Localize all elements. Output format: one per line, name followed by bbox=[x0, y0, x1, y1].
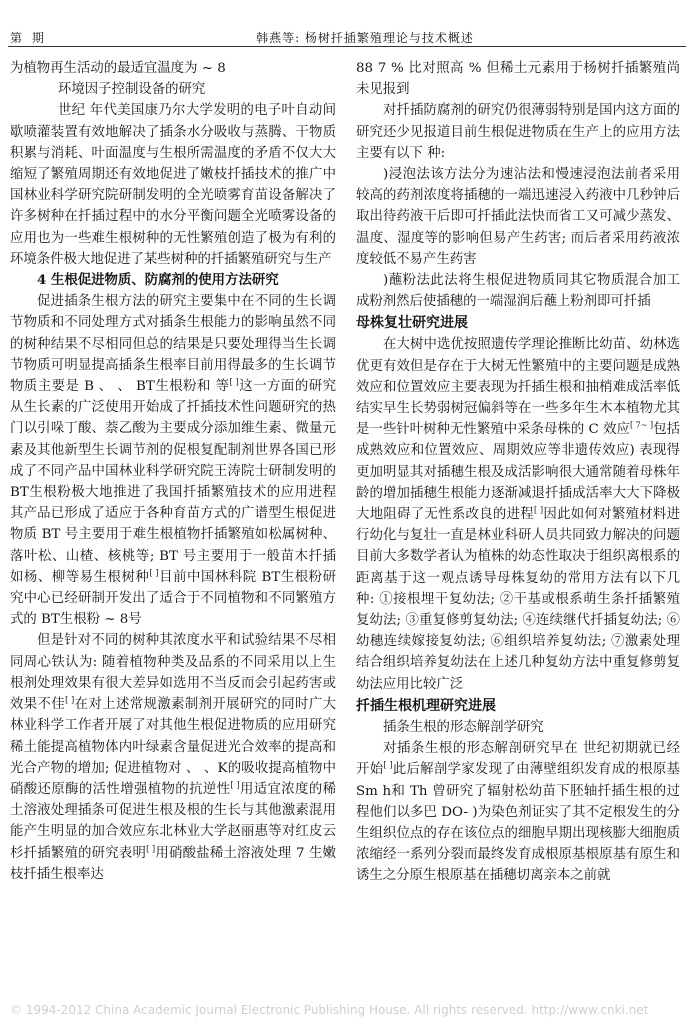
citation: [ ] bbox=[65, 695, 75, 705]
text-span: 对插条生根的形态解剖研究早在 世纪初期就已经开始 bbox=[356, 741, 680, 778]
text-span: 但是针对不同的树种其浓度水平和试验结果不尽相同周心铁认为: 随着植物种类及品系的不同采用以上生根剂处理效果有很大差异如选用不当反而会引起药害或效果不佳 bbox=[10, 633, 336, 713]
text-span: 此后解剖学家发现了由薄壁组织发育成的根原基 Sm h和 Th 曾研究了辐射松幼苗下胚轴扦插生根的过程他们以多巴 DO- )为染色剂证实了其不定根发生的分生组织位点的存在该位点的细胞早期出现核膨大细胞质浓缩经一系列分裂而最终发育成根原基根原基有原生和诱生之分原生根原基在插穗切离亲本之前就 bbox=[356, 762, 681, 884]
section-heading-env: 环境因子控制设备的研究 bbox=[58, 82, 206, 98]
paragraph: 世纪 年代美国康乃尔大学发明的电子叶自动间歇喷灌装置有效地解决了插条水分吸收与蒸腾、干物质积累与消耗、叶面温度与生根所需温度的矛盾不仅大大缩短了繁殖周期还有效地促进了嫩枝扦插技术的推广中国林业科学研究院研制发明的全光喷雾育苗设备解决了许多树种在扦插过程中的水分平衡问题全光喷雾设备的应用也为一些难生根树种的无性繁殖创造了极为有利的环境条件极大地促进了某些树种的扦插繁殖研究与生产 bbox=[10, 103, 336, 267]
text-span: 促进插条生根方法的研究主要集中在不同的生长调节物质和不同处理方式对插条生根能力的影响虽然不同的树种结果不尽相同但总的结果是只要处理得当生长调节物质可明显提高插条生根率目前用得最多的生长调节物质主要是 B 、 、 BT生根粉和 等 bbox=[10, 294, 336, 395]
paragraph bbox=[10, 630, 336, 884]
paragraph: 88 7 % 比对照高 % 但稀土元素用于杨树扦插繁殖尚未见报到 bbox=[356, 61, 680, 98]
text-span: 在大树中选优按照遗传学理论推断比幼苗、幼林选优更有效但是存在于大树无性繁殖中的主要问题是成熟效应和位置效应主要表现为扦插生根和抽梢难成活率低结实早生长势弱树冠偏斜等在一些多年生木本植物尤其是一些针叶树种无性繁殖中采条母株的 C 效应 bbox=[356, 337, 680, 438]
text-span: 包括成熟效应和位置效应、周期效应等非遗传效应) 表现得更加明显其对插穗生根及成活影响很大通常随着母株年龄的增加插穗生根能力逐渐减退扦插成活率大大下降极大地阻碍了无性系改良的进程 bbox=[356, 422, 681, 523]
paragraph: )浸泡法该方法分为速沾法和慢速浸泡法前者采用较高的药剂浓度将插穗的一端迅速浸入药液中几秒钟后取出待药液干后即可扦插此法快而省工又可减少蒸发、温度、湿度等的影响但易产生药害; 而后者采用药液浓度较低不易产生药害 bbox=[356, 167, 680, 267]
text-span: 目前中国林科院 BT生根粉研究中心已经研制开发出了适合于不同植物和不同繁殖方式的 BT生根粉 ~ 8号 bbox=[10, 569, 336, 628]
citation: [ ] bbox=[149, 568, 159, 578]
paragraph bbox=[356, 738, 680, 886]
text-span: 用适宜浓度的稀土溶液处理插条可促进生根及根的生长与其他激素混用能产生明显的加合效应东北林业大学赵丽惠等对红皮云杉扦插繁殖的研究表明 bbox=[10, 781, 337, 861]
subsection-heading-anatomy: 插条生根的形态解剖学研究 bbox=[383, 719, 544, 735]
citation: [ ] bbox=[383, 760, 393, 770]
citation: [ ] bbox=[229, 377, 239, 387]
left-column bbox=[10, 58, 336, 885]
paragraph bbox=[356, 334, 680, 694]
running-title: 韩燕等: 杨树扦插繁殖理论与技术概述 bbox=[256, 31, 474, 45]
text-span: 这一方面的研究从生长素的广泛使用开始成了扦插技术性问题研究的热门以引哚丁酸、萘乙酸为主要成分添加维生素、微量元素及其他新型生长调节剂的促根复配制剂世界各国已形成了不同产品中国林业科学研究院王涛院士研制发明的 BT生根粉极大地推进了我国扦插繁殖技术的应用进程其产品已形成了适应于各种育苗方式的广谱型生根促进物质 BT 号主要用于难生根植物扦插繁殖如松属树种、落叶松、山楂、核桃等; BT 号主要用于一般苗木扦插如杨、柳等易生根树种 bbox=[10, 379, 336, 585]
text-span: 用硝酸盐稀土溶液处理 7 生嫩枝扦插生根率达 bbox=[10, 845, 336, 882]
text-span: 在对上述常规激素制剂开展研究的同时广大林业科学工作者开展了对其他生根促进物质的应用研究稀土能提高植物体内叶绿素含量促进光合效率的提高和光合产物的增加; 促进植物对 、 、K的吸收提高植物中硝酸还原酶的活性增强植物的抗逆性 bbox=[10, 697, 336, 797]
right-column bbox=[356, 58, 680, 887]
text-span: 因此如何对繁殖材料进行幼化与复壮一直是林业科研人员共同致力解决的问题目前大多数学者认为植株的幼态性取决于组织离根系的距离基于这一观点诱导母株复幼的常用方法有以下几种: ①接根埋干复幼法; ②干基或根系萌生条扦插繁殖复幼法; ③重复修剪复幼法; ④连续继代扦插复幼法; ⑥幼穗连续嫁接复幼法; ⑥组织培养复幼法; ⑦激素处理结合组织培养复幼法在上述几种复幼方法中重复修剪复幼法应用比较广泛 bbox=[356, 507, 681, 692]
section-heading-root-promoters: 4 生根促进物质、防腐剂的使用方法研究 bbox=[37, 272, 279, 289]
copyright-footer: © 1994-2012 China Academic Journal Electronic Publishing House. All rights reserved. http://www.cnki.net bbox=[10, 1003, 649, 1017]
paragraph: )蘸粉法此法将生根促进物质同其它物质混合加工成粉剂然后使插穗的一端湿润后蘸上粉剂即可扦插 bbox=[356, 273, 680, 310]
page-label: 第期 bbox=[10, 31, 55, 45]
section-heading-rooting-mechanism: 扦插生根机理研究进展 bbox=[356, 697, 496, 714]
citation: [ ] bbox=[534, 505, 544, 515]
citation: [ 7~ ] bbox=[629, 420, 654, 430]
header-rule bbox=[8, 46, 686, 47]
citation: [ ] bbox=[146, 844, 156, 854]
paragraph: 为植物再生活动的最适宜温度为 ~ 8 bbox=[10, 61, 226, 76]
section-heading-rejuvenation: 母株复壮研究进展 bbox=[356, 315, 468, 332]
citation: [ ] bbox=[230, 780, 240, 790]
page-header bbox=[0, 0, 696, 44]
paragraph bbox=[10, 291, 336, 630]
paragraph: 对扦插防腐剂的研究仍很薄弱特别是国内这方面的研究还少见报道目前生根促进物质在生产上的应用方法主要有以下 种: bbox=[356, 103, 680, 161]
